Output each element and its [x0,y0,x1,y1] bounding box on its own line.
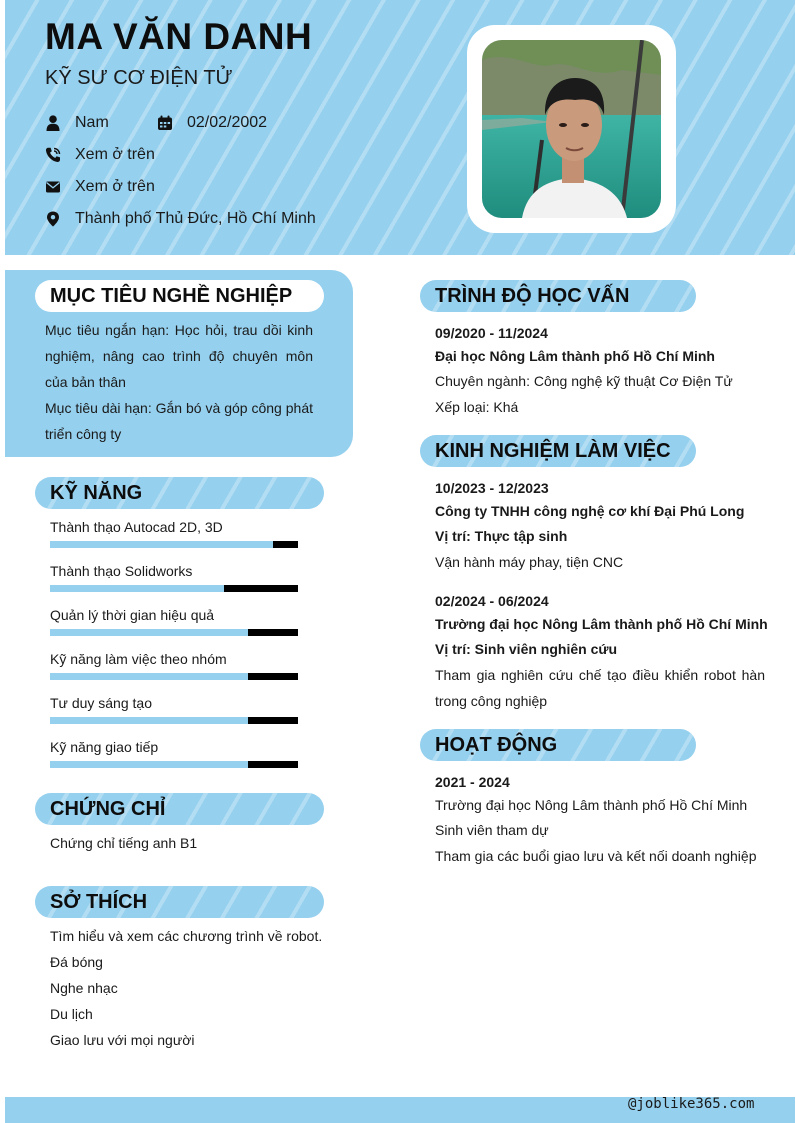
calendar-icon [157,115,173,131]
skill-level-bar [50,585,298,592]
skill-label: Tư duy sáng tạo [50,695,152,711]
gender-row [45,111,109,135]
skill-label: Quản lý thời gian hiệu quả [50,607,215,623]
activity-role: Sinh viên tham dự [435,822,549,838]
skill-label: Thành thạo Autocad 2D, 3D [50,519,223,535]
location-pin-icon [45,211,61,227]
profile-photo-image [482,40,661,218]
education-title: TRÌNH ĐỘ HỌC VẤN [420,280,696,312]
skill-level-bar [50,629,298,636]
objective-title: MỤC TIÊU NGHỀ NGHIỆP [35,280,324,312]
experience-title: KINH NGHIỆM LÀM VIỆC [420,435,696,467]
phone-row [45,143,155,167]
experience-company: Công ty TNHH công nghệ cơ khí Đại Phú Long [435,503,745,519]
job-title: KỸ SƯ CƠ ĐIỆN TỬ [45,67,233,89]
footer-url: @joblike365.com [628,1096,755,1112]
skill-level-remaining [224,585,298,592]
experience-period: 02/2024 - 06/2024 [435,593,549,609]
skills-title: KỸ NĂNG [35,477,324,509]
envelope-icon [45,179,61,195]
person-icon [45,115,61,131]
profile-photo [482,40,661,218]
hobby-item: Giao lưu với mọi người [50,1032,195,1048]
skill-level-remaining [248,761,298,768]
phone-text: Xem ở trên [75,146,155,163]
certificate-item: Chứng chỉ tiếng anh B1 [50,835,198,851]
skill-level-remaining [273,541,298,548]
dob-row [157,111,267,135]
objective-short-term: Mục tiêu ngắn hạn: Học hỏi, trau dồi kinh nghiệm, nâng cao trình độ chuyên môn của bản thân [45,322,313,390]
skill-level-remaining [248,673,298,680]
experience-company: Trường đại học Nông Lâm thành phố Hồ Chí Minh [435,616,768,632]
activity-desc: Tham gia các buổi giao lưu và kết nối doanh nghiệp [435,848,757,864]
dob-text: 02/02/2002 [187,114,268,131]
experience-desc: Vận hành máy phay, tiện CNC [435,554,624,570]
email-row [45,175,155,199]
education-period: 09/2020 - 11/2024 [435,325,548,341]
experience-period: 10/2023 - 12/2023 [435,480,549,496]
hobby-item: Đá bóng [50,954,103,970]
experience-desc: Tham gia nghiên cứu chế tạo điều khiển robot hàn trong công nghiệp [435,667,765,709]
hobbies-title: SỞ THÍCH [35,886,324,918]
skill-level-remaining [248,629,298,636]
education-grade: Xếp loại: Khá [435,399,519,415]
skill-level-bar [50,761,298,768]
hobby-item: Tìm hiểu và xem các chương trình về robot. [50,928,323,944]
hobby-item: Nghe nhạc [50,980,118,996]
phone-icon [45,147,61,163]
skill-level-bar [50,541,298,548]
candidate-name: MA VĂN DANH [45,16,313,57]
address-text: Thành phố Thủ Đức, Hồ Chí Minh [75,210,316,227]
email-text: Xem ở trên [75,178,155,195]
certificates-title: CHỨNG CHỈ [35,793,324,825]
skill-level-bar [50,717,298,724]
hobby-item: Du lịch [50,1006,93,1022]
skill-level-bar [50,673,298,680]
skill-label: Kỹ năng giao tiếp [50,739,159,755]
activity-period: 2021 - 2024 [435,774,510,790]
experience-position: Vị trí: Thực tập sinh [435,528,568,544]
objective-long-term: Mục tiêu dài hạn: Gắn bó và góp công phát triển công ty [45,400,313,442]
education-major: Chuyên ngành: Công nghệ kỹ thuật Cơ Điện Tử [435,373,733,389]
education-school: Đại học Nông Lâm thành phố Hồ Chí Minh [435,348,715,364]
skill-level-remaining [248,717,298,724]
photo-frame [467,25,676,233]
skill-label: Thành thạo Solidworks [50,563,193,579]
experience-position: Vị trí: Sinh viên nghiên cứu [435,641,618,657]
activity-org: Trường đại học Nông Lâm thành phố Hồ Chí Minh [435,797,748,813]
skill-label: Kỹ năng làm việc theo nhóm [50,651,227,667]
activities-title: HOẠT ĐỘNG [420,729,696,761]
gender-text: Nam [75,114,109,131]
address-row [45,207,316,231]
